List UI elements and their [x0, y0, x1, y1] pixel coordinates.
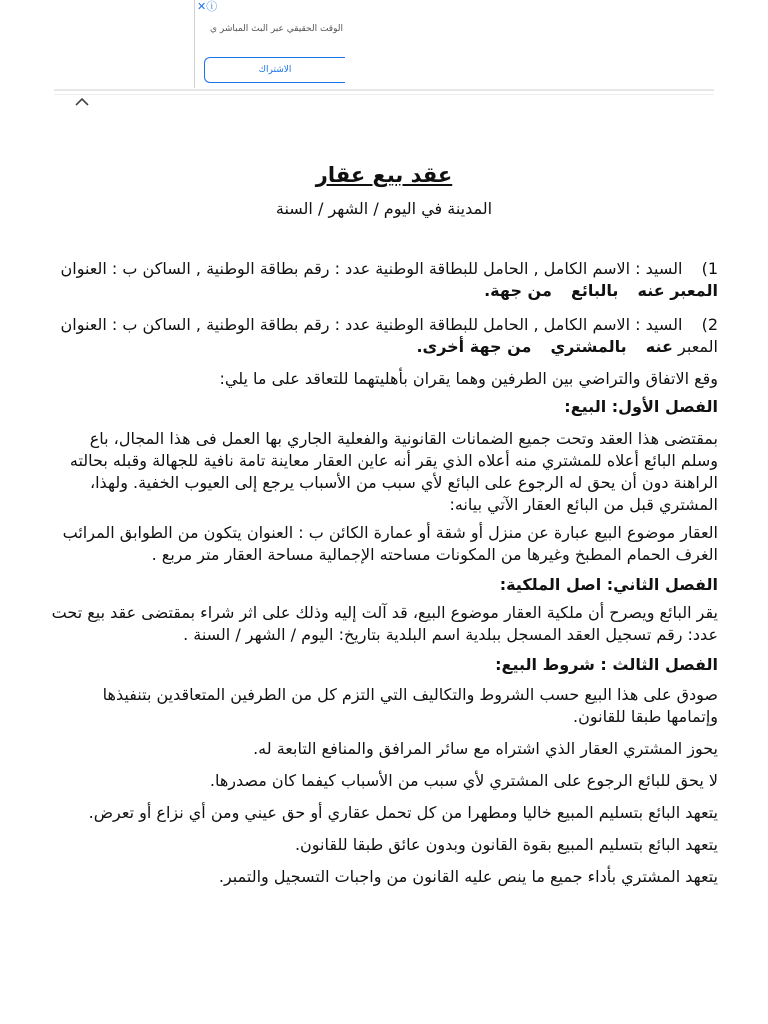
- ad-text: الوقت الحقيقي عبر البث المباشر ي: [209, 24, 343, 34]
- ad-banner[interactable]: [194, 0, 347, 88]
- party-role: بالبائع: [570, 281, 619, 300]
- party-side: من جهة.: [484, 281, 552, 300]
- contract-document: [50, 160, 718, 888]
- party-number: 2): [701, 315, 718, 334]
- condition-item: يتعهد البائع بتسليم المبيع بقوة القانون وبدون عائق طبقا للقانون.: [294, 835, 718, 854]
- condition-item: لا يحق للبائع الرجوع على المشتري لأي سبب من الأسباب كيفما كان مصدرها.: [209, 771, 718, 790]
- party-designation: المعبر عنه: [637, 281, 718, 300]
- ad-divider: [54, 89, 714, 91]
- chapter-1-text: بمقتضى هذا العقد وتحت جميع الضمانات القانونية والفعلية الجاري بها العمل فى هذا المجال، باع وسلم البائع أعلاه للمشتري منه أعلاه الذي يقر أنه عاين العقار معاينة تامة نافية للجهالة وقبله بحالته الراهنة دون أن يحق له الرجوع على البائع لأي سبب من الأسباب يرجع إلى العيوب الخفية. ولهذا، المشتري قبل من البائع العقار الآتي بيانه:: [69, 429, 718, 514]
- document-title: عقد بيع عقار: [315, 163, 453, 187]
- chapter-2-text: يقر البائع ويصرح أن ملكية العقار موضوع البيع، قد آلت إليه وذلك على اثر شراء بمقتضى عقد بيع تحت عدد: رقم تسجيل العقد المسجل ببلدية اسم البلدية بتاريخ: اليوم / الشهر / السنة .: [51, 603, 718, 644]
- ad-divider-secondary: [54, 94, 714, 95]
- condition-item: يتعهد البائع بتسليم المبيع خاليا ومطهرا من كل تحمل عقاري أو حق عيني ومن أي نزاع أو تعرض.: [88, 803, 718, 822]
- party-number: 1): [701, 259, 718, 278]
- ad-controls: [197, 0, 217, 13]
- party-designation: عنه: [645, 337, 673, 356]
- condition-item: يتعهد المشتري بأداء جميع ما ينص عليه القانون من واجبات التسجيل والتمبر.: [218, 867, 718, 886]
- chapter-1-property: العقار موضوع البيع عبارة عن منزل أو شقة أو عمارة الكائن ب : العنوان يتكون من الطوابق المرائب الغرف الحمام المطبخ وغيرها من المكونات مساحته الإجمالية مساحة العقار متر مربع .: [62, 523, 718, 564]
- condition-item: صودق على هذا البيع حسب الشروط والتكاليف التي التزم كل من الطرفين المتعاقدين بتنفيذها وإتمامها طبقا للقانون.: [102, 685, 718, 726]
- chapter-1-title: الفصل الأول: البيع:: [564, 397, 718, 416]
- document-date-line: المدينة في اليوم / الشهر / السنة: [275, 199, 493, 218]
- chapter-2-title: الفصل الثاني: اصل الملكية:: [499, 575, 718, 594]
- close-icon[interactable]: ✕: [197, 0, 207, 13]
- info-icon[interactable]: ⓘ: [206, 0, 218, 13]
- party-buyer: [50, 314, 718, 358]
- party-details: السيد : الاسم الكامل , الحامل للبطاقة الوطنية عدد : رقم بطاقة الوطنية , الساكن ب : العنوان: [60, 259, 683, 278]
- party-role: بالمشتري: [550, 337, 627, 356]
- party-seller: [50, 258, 718, 302]
- chevron-up-icon[interactable]: [72, 94, 92, 110]
- ad-subscribe-button[interactable]: الاشتراك: [204, 57, 345, 83]
- party-side: من جهة أخرى.: [416, 337, 532, 356]
- agreement-statement: وقع الاتفاق والتراضي بين الطرفين وهما يقران بأهليتهما للتعاقد على ما يلي:: [219, 369, 718, 388]
- condition-item: يحوز المشتري العقار الذي اشتراه مع سائر المرافق والمنافع التابعة له.: [253, 739, 718, 758]
- chapter-3-title: الفصل الثالث : شروط البيع:: [495, 655, 718, 674]
- party-details: السيد : الاسم الكامل , الحامل للبطاقة الوطنية عدد : رقم بطاقة الوطنية , الساكن ب : العنوان المعبر: [60, 315, 718, 356]
